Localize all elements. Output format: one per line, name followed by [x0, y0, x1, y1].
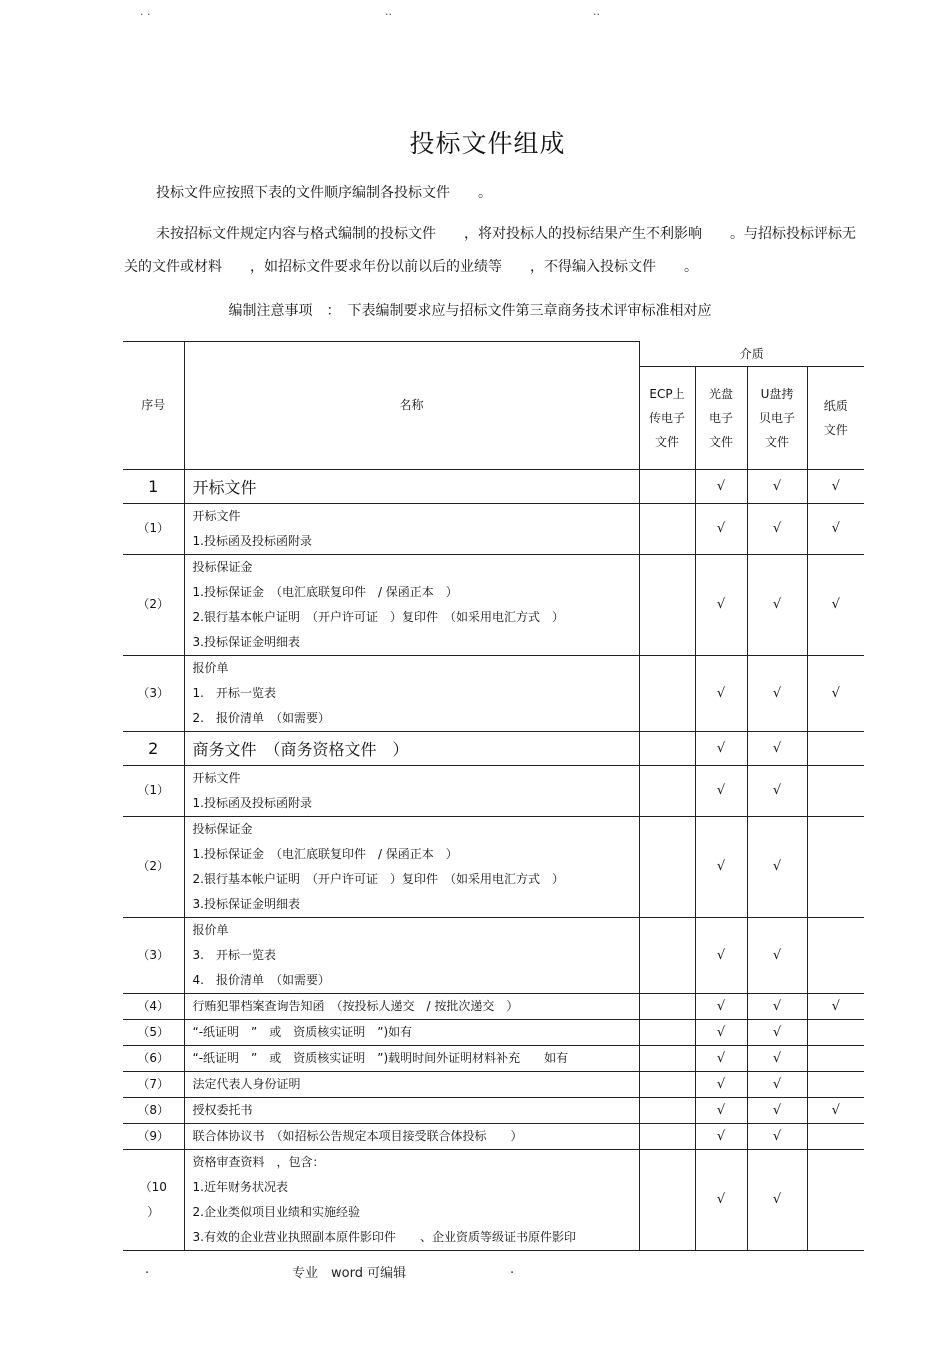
table-row	[123, 993, 864, 1019]
row-name-line: 1.近年财务状况表	[192, 1179, 288, 1194]
row-seq: （1）	[123, 503, 184, 554]
row-seq: （6）	[123, 1045, 184, 1071]
section-number: 1	[123, 469, 184, 503]
intro-paragraph: 投标文件应按照下表的文件顺序编制各投标文件 。	[156, 185, 492, 201]
row-seq: （8）	[123, 1097, 184, 1123]
header-disc: 光盘电子文件	[695, 366, 747, 469]
media-check-cell	[807, 1019, 864, 1045]
media-check-cell: √	[747, 469, 807, 503]
header-usb: U盘拷贝电子文件	[747, 366, 807, 469]
row-name-line: 授权委托书	[192, 1102, 253, 1117]
row-name-line: 4. 报价清单 （如需要）	[192, 972, 330, 987]
media-check-cell: √	[695, 1097, 747, 1123]
row-name-line: 3.投标保证金明细表	[192, 634, 300, 649]
row-name-line: 开标文件	[192, 508, 241, 523]
media-check-cell: √	[695, 554, 747, 655]
row-name-line: 2. 报价清单 （如需要）	[192, 710, 330, 725]
media-check-cell: √	[695, 917, 747, 993]
media-check-cell: √	[807, 655, 864, 731]
media-check-cell: √	[747, 1019, 807, 1045]
table-row	[123, 503, 864, 554]
media-check-cell	[807, 1045, 864, 1071]
row-name	[184, 1071, 639, 1097]
table-row	[123, 1123, 864, 1149]
media-check-cell: √	[695, 469, 747, 503]
row-name-line: 1.投标保证金 （电汇底联复印件 / 保函正本 ）	[192, 584, 458, 599]
media-check-cell: √	[695, 1149, 747, 1250]
row-seq: （10 ）	[123, 1149, 184, 1250]
row-name-line: 2.银行基本帐户证明 （开户许可证 ）复印件 （如采用电汇方式 ）	[192, 871, 564, 886]
table-row	[123, 765, 864, 816]
media-check-cell: √	[747, 993, 807, 1019]
table-body	[123, 469, 864, 1250]
media-check-cell: √	[747, 765, 807, 816]
media-check-cell	[807, 1149, 864, 1250]
media-check-cell: √	[747, 1123, 807, 1149]
media-check-cell: √	[807, 469, 864, 503]
media-check-cell: √	[695, 1019, 747, 1045]
media-check-cell: √	[695, 731, 747, 765]
table-row	[123, 816, 864, 917]
row-seq: （4）	[123, 993, 184, 1019]
row-seq: （1）	[123, 765, 184, 816]
row-name-line: 1.投标保证金 （电汇底联复印件 / 保函正本 ）	[192, 846, 458, 861]
media-check-cell: √	[807, 993, 864, 1019]
media-check-cell: √	[747, 554, 807, 655]
media-check-cell: √	[695, 503, 747, 554]
section-number: 2	[123, 731, 184, 765]
row-name	[184, 1045, 639, 1071]
header-mark-center: ··	[385, 8, 392, 21]
row-name-line: 投标保证金	[192, 559, 253, 574]
row-name-line: 联合体协议书 （如招标公告规定本项目接受联合体投标 ）	[192, 1128, 523, 1143]
section-name: 开标文件	[184, 469, 639, 503]
row-name-line: 1. 开标一览表	[192, 685, 276, 700]
row-name-line: “-纸证明 ” 或 资质核实证明 ”)载明时间外证明材料补充 如有	[192, 1050, 569, 1065]
media-check-cell	[639, 917, 695, 993]
table-row	[123, 1045, 864, 1071]
table-row	[123, 1019, 864, 1045]
media-check-cell	[639, 1149, 695, 1250]
media-check-cell: √	[695, 993, 747, 1019]
row-name	[184, 503, 639, 554]
media-check-cell: √	[695, 1045, 747, 1071]
media-check-cell	[807, 917, 864, 993]
row-name-line: 法定代表人身份证明	[192, 1076, 301, 1091]
row-name-line: 投标保证金	[192, 821, 253, 836]
section-name: 商务文件 （商务资格文件 ）	[184, 731, 639, 765]
media-check-cell: √	[695, 1071, 747, 1097]
media-check-cell	[807, 1123, 864, 1149]
media-check-cell: √	[747, 1097, 807, 1123]
media-check-cell: √	[695, 1123, 747, 1149]
media-check-cell	[807, 765, 864, 816]
table-row	[123, 1097, 864, 1123]
table-row	[123, 554, 864, 655]
media-check-cell	[639, 554, 695, 655]
media-check-cell	[639, 1019, 695, 1045]
row-name-line: 报价单	[192, 660, 229, 675]
media-check-cell	[639, 655, 695, 731]
header-name: 名称	[184, 342, 639, 470]
media-check-cell: √	[695, 655, 747, 731]
media-check-cell: √	[747, 1149, 807, 1250]
row-name	[184, 655, 639, 731]
row-name	[184, 554, 639, 655]
media-check-cell: √	[695, 765, 747, 816]
header-ecp: ECP上传电子文件	[639, 366, 695, 469]
media-check-cell: √	[695, 816, 747, 917]
row-name	[184, 1149, 639, 1250]
row-name-line: 报价单	[192, 922, 229, 937]
media-check-cell	[639, 816, 695, 917]
row-name-line: 开标文件	[192, 770, 241, 785]
media-check-cell: √	[747, 1045, 807, 1071]
media-check-cell: √	[807, 554, 864, 655]
media-check-cell	[639, 503, 695, 554]
header-mark-right: ··	[593, 8, 600, 21]
row-name-line: 3. 开标一览表	[192, 947, 276, 962]
media-check-cell	[807, 1071, 864, 1097]
row-name-line: 3.投标保证金明细表	[192, 896, 300, 911]
table-row	[123, 1071, 864, 1097]
media-check-cell	[639, 731, 695, 765]
row-name	[184, 1019, 639, 1045]
section-row	[123, 731, 864, 765]
media-check-cell: √	[807, 503, 864, 554]
media-check-cell: √	[747, 1071, 807, 1097]
media-check-cell: √	[747, 731, 807, 765]
row-name-line: 2.银行基本帐户证明 （开户许可证 ）复印件 （如采用电汇方式 ）	[192, 609, 564, 624]
compilation-note: 编制注意事项 ： 下表编制要求应与招标文件第三章商务技术评审标准相对应	[228, 303, 712, 319]
document-composition-table	[123, 341, 864, 1251]
row-name-line: “-纸证明 ” 或 资质核实证明 ”)如有	[192, 1024, 413, 1039]
media-check-cell	[639, 1123, 695, 1149]
table-row	[123, 655, 864, 731]
row-name	[184, 1097, 639, 1123]
row-seq: （9）	[123, 1123, 184, 1149]
row-seq: （3）	[123, 917, 184, 993]
footer-left: .	[145, 1262, 150, 1277]
row-name	[184, 816, 639, 917]
header-media: 介质	[639, 342, 864, 367]
media-check-cell	[639, 1097, 695, 1123]
media-check-cell	[639, 1045, 695, 1071]
row-name	[184, 917, 639, 993]
row-name-line: 行贿犯罪档案查询告知函 （按投标人递交 / 按批次递交 ）	[192, 998, 519, 1013]
media-check-cell	[639, 993, 695, 1019]
media-check-cell: √	[747, 816, 807, 917]
header-paper: 纸质文件	[807, 366, 864, 469]
media-check-cell: √	[747, 655, 807, 731]
page-title: 投标文件组成	[409, 129, 566, 158]
row-seq: （2）	[123, 554, 184, 655]
row-seq: （5）	[123, 1019, 184, 1045]
media-check-cell: √	[807, 1097, 864, 1123]
table-row	[123, 1149, 864, 1250]
header-mark-left: · ·	[140, 8, 151, 21]
media-check-cell	[639, 1071, 695, 1097]
media-check-cell	[639, 469, 695, 503]
row-seq: （7）	[123, 1071, 184, 1097]
media-check-cell	[807, 816, 864, 917]
row-seq: （3）	[123, 655, 184, 731]
table-row	[123, 917, 864, 993]
row-name	[184, 993, 639, 1019]
media-check-cell	[807, 731, 864, 765]
footer-text: 专业 word 可编辑	[292, 1266, 407, 1281]
row-name-line: 1.投标函及投标函附录	[192, 533, 312, 548]
row-name-line: 资格审查资料 ，包含：	[192, 1154, 325, 1169]
row-name	[184, 765, 639, 816]
row-name	[184, 1123, 639, 1149]
row-name-line: 2.企业类似项目业绩和实施经验	[192, 1204, 360, 1219]
row-seq: （2）	[123, 816, 184, 917]
section-row	[123, 469, 864, 503]
media-check-cell: √	[747, 917, 807, 993]
rules-paragraph: 未按招标文件规定内容与格式编制的投标文件 ，将对投标人的投标结果产生不利影响 。与招标投标评标无关的文件或材料 ，如招标文件要求年份以前以后的业绩等 ，不得编入投标文件 。	[124, 226, 856, 275]
media-check-cell	[639, 765, 695, 816]
row-name-line: 3.有效的企业营业执照副本原件影印件 、企业资质等级证书原件影印	[192, 1229, 576, 1244]
footer-right: .	[510, 1262, 515, 1277]
header-seq: 序号	[123, 342, 184, 470]
row-name-line: 1.投标函及投标函附录	[192, 795, 312, 810]
media-check-cell: √	[747, 503, 807, 554]
